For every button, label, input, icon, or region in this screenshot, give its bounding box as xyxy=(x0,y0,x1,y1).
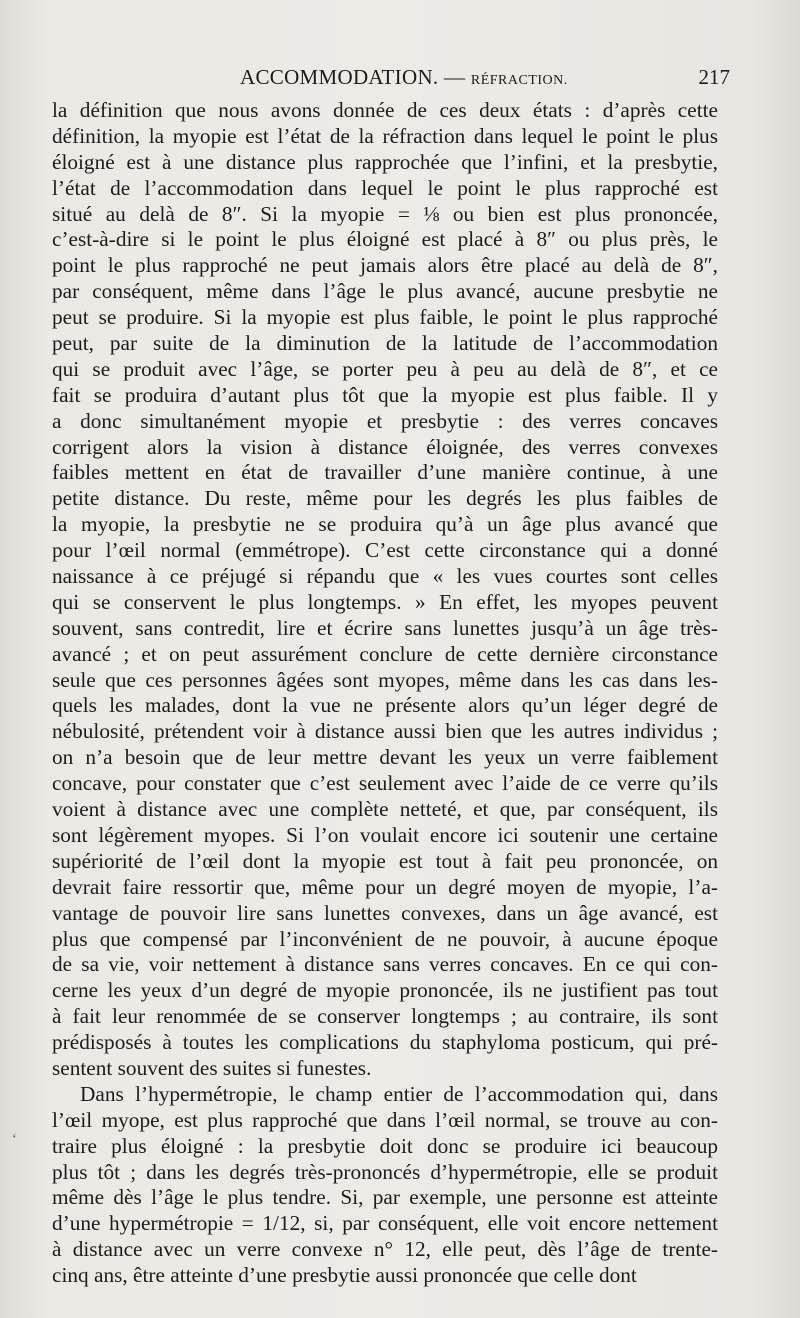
text-line: qui se produit avec l’âge, se porter peu à peu au delà de 8″, et ce xyxy=(52,356,718,381)
text-line: seule que ces personnes âgées sont myopes, même dans les cas dans les- xyxy=(52,667,718,692)
page-number: 217 xyxy=(698,65,730,89)
text-line: devrait faire ressortir que, même pour un degré moyen de myopie, l’a- xyxy=(52,874,718,899)
text-line: même dès l’âge le plus tendre. Si, par exemple, une personne est atteinte xyxy=(52,1185,718,1210)
text-line: fait se produira d’autant plus tôt que la myopie est plus faible. Il y xyxy=(52,382,718,407)
text-line: de sa vie, voir nettement à distance sans verres concaves. En ce qui con- xyxy=(52,952,718,977)
text-line: la définition que nous avons donnée de ces deux états : d’après cette xyxy=(52,98,718,122)
running-head-title xyxy=(240,62,568,96)
margin-mark: ‘ xyxy=(12,1132,17,1147)
text-line: nébulosité, prétendent voir à distance aussi bien que les autres individus ; xyxy=(52,719,718,744)
text-line: plus tôt ; dans les degrés très-prononcés d’hypermétropie, elle se produit xyxy=(52,1159,718,1184)
running-head-main: ACCOMMODATION. — xyxy=(240,65,471,89)
running-head-sub: RÉFRACTION. xyxy=(470,73,568,88)
text-line: voient à distance avec une complète netteté, et que, par conséquent, ils xyxy=(52,797,718,822)
text-line: souvent, sans contredit, lire et écrire sans lunettes jusqu’à un âge très- xyxy=(52,615,718,640)
text-line: l’état de l’accommodation dans lequel le point le plus rapproché est xyxy=(52,175,718,200)
text-line: on n’a besoin que de leur mettre devant les yeux un verre faiblement xyxy=(52,745,718,770)
text-line: avancé ; et on peut assurément conclure de cette dernière circonstance xyxy=(52,641,718,666)
text-line: cerne les yeux d’un degré de myopie prononcée, ils ne justifient pas tout xyxy=(52,978,718,1003)
text-line: vantage de pouvoir lire sans lunettes convexes, dans un âge avancé, est xyxy=(52,900,718,925)
text-line: situé au delà de 8″. Si la myopie = ⅛ ou bien est plus prononcée, xyxy=(52,201,718,226)
text-line: plus que compensé par l’inconvénient de ne pouvoir, à aucune époque xyxy=(52,926,718,951)
text-line: définition, la myopie est l’état de la réfraction dans lequel le point le plus xyxy=(52,123,718,148)
text-line: peut, par suite de la diminution de la latitude de l’accommodation xyxy=(52,331,718,356)
text-line: qui se conservent le plus longtemps. » En effet, les myopes peuvent xyxy=(52,589,718,614)
text-line: à distance avec un verre convexe n° 12, elle peut, dès l’âge de trente- xyxy=(52,1237,718,1262)
text-line: l’œil myope, est plus rapproché que dans l’œil normal, se trouve au con- xyxy=(52,1107,718,1132)
text-line: traire plus éloigné : la presbytie doit donc se produire ici beaucoup xyxy=(52,1133,718,1158)
text-line: supériorité de l’œil dont la myopie est tout à fait peu prononcée, on xyxy=(52,848,718,873)
text-line: la myopie, la presbytie ne se produira qu’à un âge plus avancé que xyxy=(52,512,718,537)
text-line: corrigent alors la vision à distance éloignée, des verres convexes xyxy=(52,434,718,459)
text-line: naissance à ce préjugé si répandu que « les vues courtes sont celles xyxy=(52,564,718,589)
text-line: point le plus rapproché ne peut jamais alors être placé au delà de 8″, xyxy=(52,253,718,278)
text-line: à fait leur renommée de se conserver longtemps ; au contraire, ils sont xyxy=(52,1004,718,1029)
text-line: petite distance. Du reste, même pour les degrés les plus faibles de xyxy=(52,486,718,511)
text-line: pour l’œil normal (emmétrope). C’est cette circonstance qui a donné xyxy=(52,538,718,563)
text-line: Dans l’hypermétropie, le champ entier de l’accommodation qui, dans xyxy=(80,1081,718,1106)
text-line: cinq ans, être atteinte d’une presbytie aussi prononcée que celle dont xyxy=(52,1263,637,1288)
text-line: a donc simultanément myopie et presbytie : des verres concaves xyxy=(52,408,718,433)
text-line: faibles mettent en état de travailler d’une manière continue, à une xyxy=(52,460,718,485)
running-head xyxy=(52,62,730,92)
text-line: sentent souvent des suites si funestes. xyxy=(52,1055,372,1080)
text-line: sont légèrement myopes. Si l’on voulait encore ici soutenir une certaine xyxy=(52,822,718,847)
body-text xyxy=(52,98,718,1289)
text-line: quels les malades, dont la vue ne présente alors qu’un léger degré de xyxy=(52,693,718,718)
text-line: c’est-à-dire si le point le plus éloigné est placé à 8″ ou plus près, le xyxy=(52,227,718,252)
text-line: concave, pour constater que c’est seulement avec l’aide de ce verre qu’ils xyxy=(52,771,718,796)
text-line: éloigné est à une distance plus rapprochée que l’infini, et la presbytie, xyxy=(52,149,718,174)
text-line: peut se produire. Si la myopie est plus faible, le point le plus rapproché xyxy=(52,305,718,330)
text-line: par conséquent, même dans l’âge le plus avancé, aucune presbytie ne xyxy=(52,279,718,304)
text-line: prédisposés à toutes les complications du staphyloma posticum, qui pré- xyxy=(52,1030,718,1055)
text-line: d’une hypermétropie = 1/12, si, par conséquent, elle voit encore nettement xyxy=(52,1211,718,1236)
